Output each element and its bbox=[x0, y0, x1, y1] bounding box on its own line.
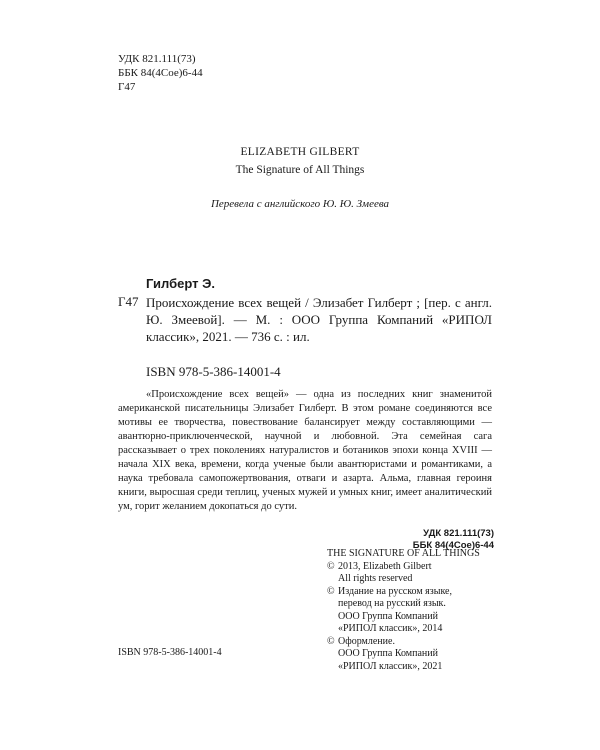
copyright-symbol: © bbox=[327, 635, 335, 647]
classification-codes bbox=[118, 52, 203, 94]
book-annotation: «Происхождение всех вещей» — одна из последних книг знаменитой американской писательницы Элизабет Гилберт. В этом романе соединяются все мотивы ее творчества, повествование балансирует между составляющими — авантюрно-приключенческой, научной и любовной. Эта семейная сага рассказывает о трех поколениях натуралистов и ботаников эпохи конца XVIII — начала XIX века, времени, когда ученые были авантюристами и романтиками, а наука требовала самопожертвования, отваги и азарта. Альма, главная героиня книги, выросшая среди теплиц, ученых мужей и умных книг, имеет аналитический ум, горит желанием докопаться до сути. bbox=[118, 389, 492, 512]
card-author: Гилберт Э. bbox=[146, 276, 215, 291]
card-isbn: ISBN 978-5-386-14001-4 bbox=[146, 364, 281, 379]
udk-code: УДК 821.111(73) bbox=[118, 53, 196, 65]
copyright-block bbox=[327, 548, 480, 673]
copyright-line: Издание на русском языке, bbox=[338, 585, 452, 597]
copyright-line: Оформление. bbox=[338, 635, 395, 647]
copyright-line: ООО Группа Компаний bbox=[338, 610, 438, 622]
translator-credit: Перевела с английского Ю. Ю. Змеева bbox=[210, 198, 390, 210]
copyright-symbol: © bbox=[327, 560, 335, 572]
copyright-line: «РИПОЛ классик», 2014 bbox=[338, 623, 443, 634]
footer-isbn: ISBN 978-5-386-14001-4 bbox=[118, 647, 222, 658]
copyright-line: перевод на русский язык. bbox=[338, 598, 446, 609]
copyright-title: THE SIGNATURE OF ALL THINGS bbox=[327, 548, 480, 559]
bbk-code: ББК 84(4Сое)6-44 bbox=[118, 67, 203, 79]
bibliographic-description: Происхождение всех вещей / Элизабет Гилберт ; [пер. с англ. Ю. Змеевой]. — М. : ООО Группа Компаний «РИПОЛ классик», 2021. — 736 с. : ил. bbox=[146, 295, 492, 344]
author-sign: Г47 bbox=[118, 81, 136, 93]
copyright-line: «РИПОЛ классик», 2021 bbox=[338, 660, 443, 672]
udk-bottom: УДК 821.111(73) bbox=[423, 528, 494, 539]
copyright-line: All rights reserved bbox=[338, 573, 413, 584]
copyright-symbol: © bbox=[327, 585, 335, 597]
original-author: ELIZABETH GILBERT bbox=[240, 146, 360, 158]
bbk-bottom: ББК 84(4Сое)6-44 bbox=[412, 540, 494, 551]
original-title: The Signature of All Things bbox=[235, 164, 365, 176]
card-author-sign: Г47 bbox=[118, 294, 139, 309]
copyright-line: ООО Группа Компаний bbox=[338, 648, 438, 659]
copyright-line: 2013, Elizabeth Gilbert bbox=[338, 560, 432, 572]
